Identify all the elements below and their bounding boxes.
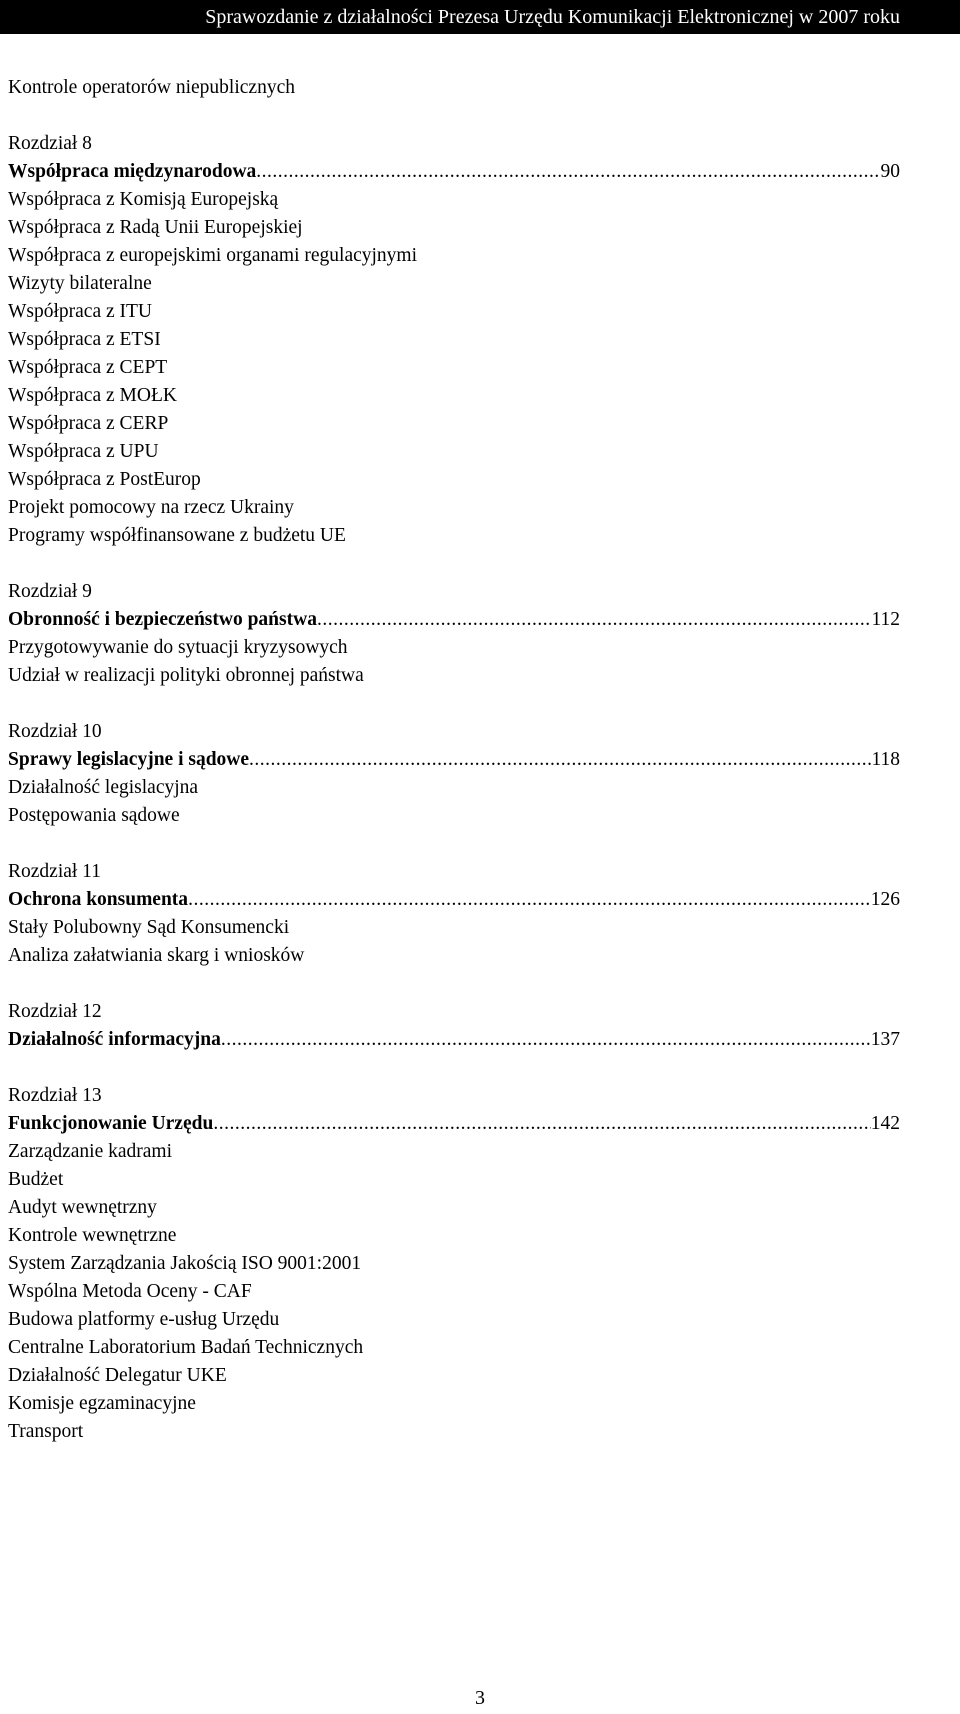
chapter-heading: [8, 1026, 900, 1054]
chapter-heading: [8, 746, 900, 774]
toc-item: Działalność legislacyjna: [8, 777, 199, 798]
spacer: [8, 550, 908, 578]
spacer: [8, 970, 908, 998]
dot-leader: [317, 606, 872, 634]
chapter-heading: [8, 886, 900, 914]
toc-item: Analiza załatwiania skarg i wniosków: [8, 945, 305, 966]
page-number: 3: [475, 1687, 485, 1709]
toc-item: Współpraca z MOŁK: [8, 385, 177, 406]
toc-item: Kontrole operatorów niepublicznych: [8, 77, 295, 98]
dot-leader: [213, 1110, 870, 1138]
toc-item: Współpraca z Komisją Europejską: [8, 189, 279, 210]
chapter-heading: [8, 606, 900, 634]
toc-item: Współpraca z UPU: [8, 441, 159, 462]
spacer: [8, 690, 908, 718]
toc-item: Komisje egzaminacyjne: [8, 1393, 196, 1414]
toc-item: Stały Polubowny Sąd Konsumencki: [8, 917, 290, 938]
toc-item: Programy współfinansowane z budżetu UE: [8, 525, 346, 546]
page-header: [0, 0, 960, 34]
toc-item: Kontrole wewnętrzne: [8, 1225, 177, 1246]
chapter-title: Działalność informacyjna: [8, 1029, 221, 1050]
table-of-contents: [8, 74, 908, 1446]
chapter-list: [8, 102, 908, 1446]
toc-item: Zarządzanie kadrami: [8, 1141, 173, 1162]
toc-item: Działalność Delegatur UKE: [8, 1365, 227, 1386]
chapter-page-number: 112: [871, 609, 900, 630]
toc-item: Udział w realizacji polityki obronnej państwa: [8, 665, 364, 686]
toc-item: Centralne Laboratorium Badań Technicznych: [8, 1337, 364, 1358]
chapter-title: Obronność i bezpieczeństwo państwa: [8, 609, 317, 630]
toc-item: Postępowania sądowe: [8, 805, 180, 826]
toc-item: Współpraca z ITU: [8, 301, 153, 322]
toc-item: Audyt wewnętrzny: [8, 1197, 157, 1218]
chapter-label: Rozdział 12: [8, 1001, 102, 1022]
toc-item: Współpraca z PostEurop: [8, 469, 201, 490]
toc-item: System Zarządzania Jakością ISO 9001:2001: [8, 1253, 362, 1274]
chapter-heading: [8, 1110, 900, 1138]
toc-item: Budowa platformy e-usług Urzędu: [8, 1309, 280, 1330]
dot-leader: [188, 886, 871, 914]
chapter-title: Sprawy legislacyjne i sądowe: [8, 749, 250, 770]
chapter-title: Współpraca międzynarodowa: [8, 161, 257, 182]
toc-item: Współpraca z europejskimi organami regulacyjnymi: [8, 245, 418, 266]
spacer: [8, 102, 908, 130]
chapter-title: Funkcjonowanie Urzędu: [8, 1113, 214, 1134]
toc-item: Współpraca z CEPT: [8, 357, 168, 378]
chapter-page-number: 90: [880, 161, 900, 182]
spacer: [8, 830, 908, 858]
toc-item: Transport: [8, 1421, 84, 1442]
spacer: [8, 1054, 908, 1082]
chapter-label: Rozdział 11: [8, 861, 101, 882]
toc-item: Budżet: [8, 1169, 64, 1190]
chapter-label: Rozdział 8: [8, 133, 92, 154]
chapter-label: Rozdział 9: [8, 581, 92, 602]
header-title: Sprawozdanie z działalności Prezesa Urzędu Komunikacji Elektronicznej w 2007 roku: [205, 6, 900, 28]
dot-leader: [256, 158, 880, 186]
toc-item: Wspólna Metoda Oceny - CAF: [8, 1281, 252, 1302]
toc-item: Wizyty bilateralne: [8, 273, 152, 294]
chapter-page-number: 126: [870, 889, 900, 910]
chapter-page-number: 118: [871, 749, 900, 770]
chapter-page-number: 137: [870, 1029, 900, 1050]
dot-leader: [221, 1026, 871, 1054]
chapter-label: Rozdział 13: [8, 1085, 102, 1106]
chapter-label: Rozdział 10: [8, 721, 102, 742]
toc-item: Przygotowywanie do sytuacji kryzysowych: [8, 637, 348, 658]
chapter-page-number: 142: [870, 1113, 900, 1134]
chapter-title: Ochrona konsumenta: [8, 889, 189, 910]
toc-item: Współpraca z CERP: [8, 413, 169, 434]
toc-item: Współpraca z Radą Unii Europejskiej: [8, 217, 303, 238]
chapter-heading: [8, 158, 900, 186]
toc-item: Projekt pomocowy na rzecz Ukrainy: [8, 497, 294, 518]
toc-item: Współpraca z ETSI: [8, 329, 161, 350]
dot-leader: [249, 746, 871, 774]
